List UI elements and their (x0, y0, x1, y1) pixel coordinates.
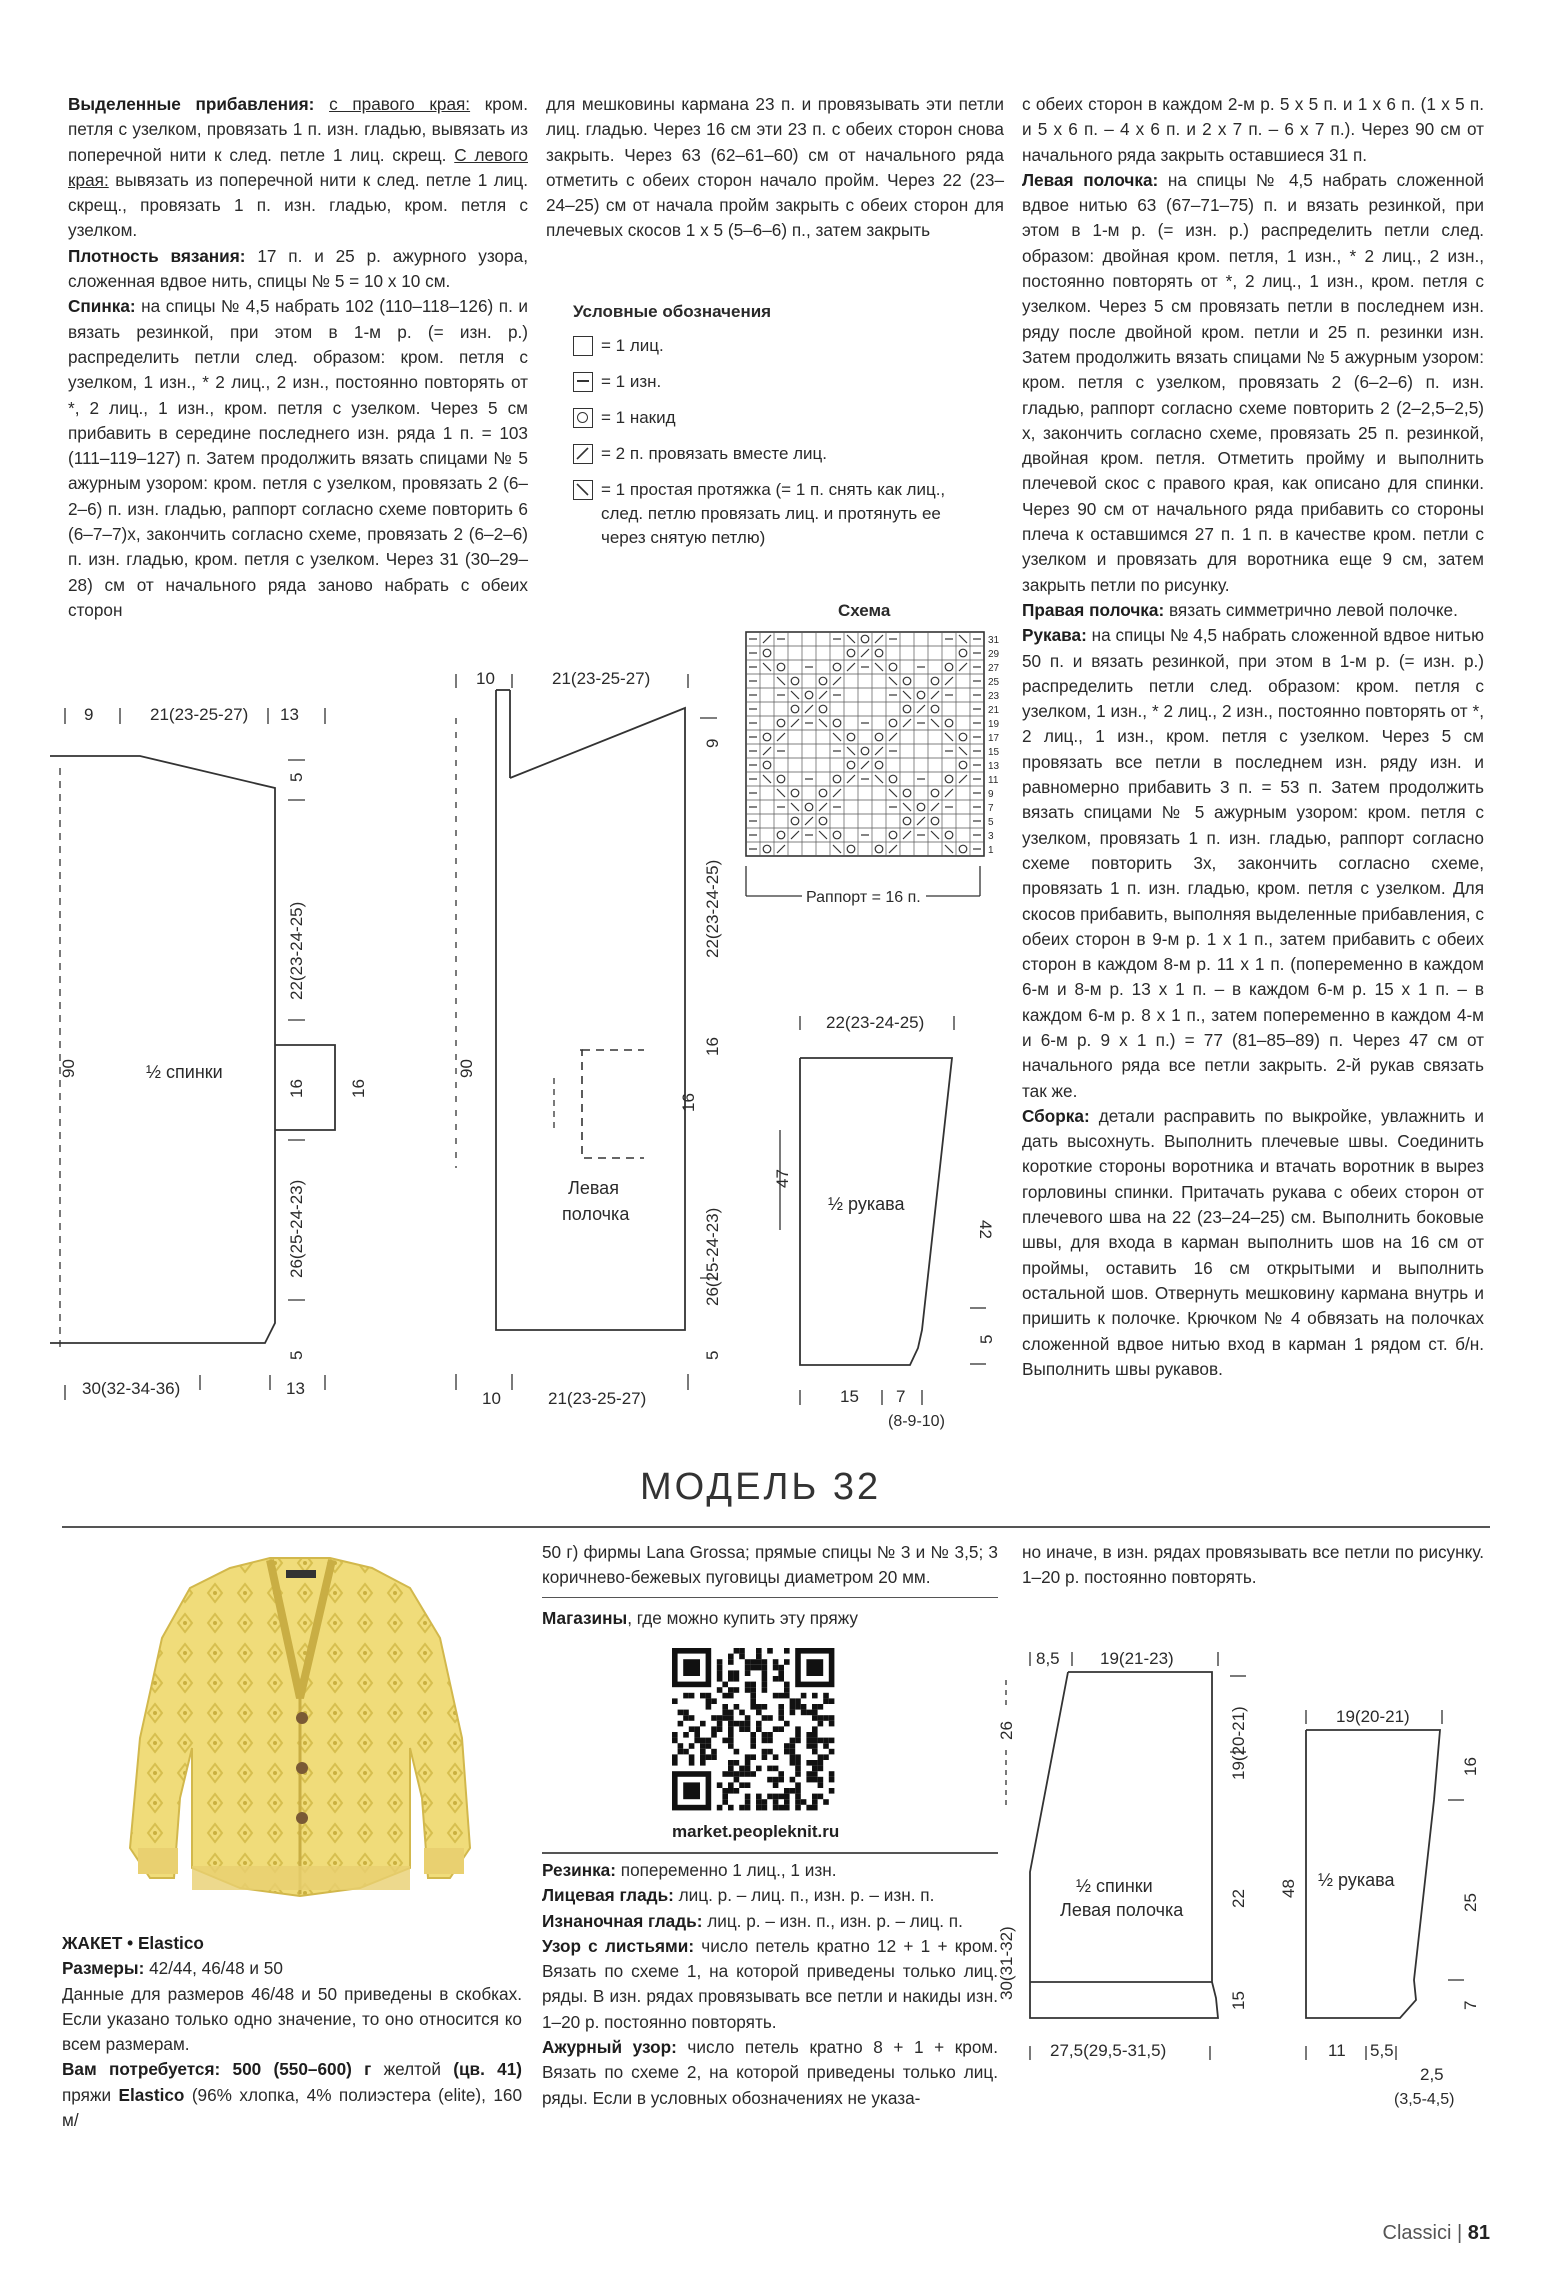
front-dim-pocket: 16 (679, 1093, 698, 1112)
model-title: МОДЕЛЬ 32 (640, 1466, 882, 1508)
chart-title: Схема (838, 601, 891, 620)
sleeve-dim-bottom-right: 7 (896, 1387, 906, 1406)
text-column-1 (68, 92, 528, 623)
legend-item: = 1 накид (573, 406, 993, 430)
chart-row-number: 3 (988, 831, 994, 842)
legend-item: = 2 п. провязать вместе лиц. (573, 442, 993, 466)
chart-row-number: 7 (988, 803, 994, 814)
paragraph-left-front: Левая полочка: на спицы № 4,5 набрать сложенной вдвое нитью 63 (67–71–75) п. и вязать резинкой, при этом в 1-м р. (= изн. р.) распределить петли след. образом: двойная кром. петля, 1 изн., * 2 лиц., 2 изн., постоянно повторять от *, 2 лиц., 1 изн., кром. петля с узелком. Через 5 см провязать петли в последнем изн. ряду после двойной кром. петли и 25 п. резинки изн. Затем продолжить вязать спицами № 5 ажурным узором: кром. петля с узелком, провязать 2 (6–2–6) п. изн. гладью, раппорт согласно схеме повторить 2 (2–2,5–2,5) x, закончить согласно схеме, провязать 25 п. резинкой, двойная кром. петля. Отметить пройму и выполнить плечевой скос с правого края, как описано для спинки. Через 90 см от начального ряда прибавить со стороны плеча к оставшимся 27 п. 1 п. в качестве кром. петли с узелком и провязать для воротника еще 9 см, затем закрыть петли по рисунку. (1022, 169, 1484, 595)
front-dim-right-bottom: 5 (703, 1350, 722, 1360)
button-3 (296, 1812, 308, 1824)
chart-row-number: 29 (988, 649, 1000, 660)
chart-row-number: 21 (988, 705, 1000, 716)
sleeve-dim-right-bottom: 5 (977, 1334, 996, 1344)
back-dim-pocket: 16 (349, 1079, 368, 1098)
skpo-symbol-icon (573, 480, 593, 500)
paragraph-right-front: Правая полочка: вязать симметрично левой полочке. (1022, 599, 1458, 620)
chart-row-number: 19 (988, 719, 1000, 730)
model-name: ЖАКЕТ • Elastico (62, 1933, 204, 1953)
paragraph-increases: Выделенные прибавления: с правого края: кром. петля с узелком, провязать 1 п. изн. гладью, вывязать из поперечной нити к след. петле 1 лиц. скрещ. С левого края: вывязать из поперечной нити к след. петле 1 лиц. скрещ., провязать 1 п. изн. гладью, кром. петля с узелком. (68, 94, 528, 241)
paragraph-sleeves: Рукава: на спицы № 4,5 набрать сложенной вдвое нитью 50 п. и вязать резинкой, при этом в 1-м р. (= изн. р.) распределить петли след. образом: кром. петля с узелком, 1 изн., * 2 лиц., 2 изн., постоянно повторять от *, 2 лиц., 1 изн., кром. петля с узелком. Через 5 см провязать все петли в последнем изн. ряду изн. и равномерно прибавить 3 п. = 53 п. Затем продолжить вязать спицами № 5 ажурным узором: кром. петля с узелком, провязать 1 п. изн. гладью, раппорт согласно схеме повторить 3x, закончить согласно схеме, провязать 1 п. изн. гладью, кром. петля с узелком. Для скосов прибавить, выполняя выделенные прибавления, с обеих сторон в 9-м р. 1 x 1 п., затем прибавить с обеих сторон в каждом 8-м р. 11 x 1 п. (попеременно в каждом 6-м и 8-м р. 13 x 1 п. – в каждом 6-м р. 15 x 1 п. – в каждом 6-м р. 8 x 1 п., затем попеременно в каждом 4-м и 6-м р. 9 x 1 п.) = 77 (81–85–89) п. Через 47 см от начального ряда все петли закрыть. 2-й рукав связать так же. (1022, 625, 1484, 1101)
m32-body-outline (1030, 1672, 1218, 2018)
chart-grid (746, 632, 984, 856)
jacket-photo (110, 1548, 490, 1920)
m32-sleeve-dim-bottom-right: 2,5 (1420, 2065, 1444, 2084)
model-32-column-1 (62, 1931, 522, 2133)
chart-row-number: 27 (988, 663, 1000, 674)
m32-body-dim-left-lower: 30(31-32) (997, 1926, 1016, 2000)
m32-sleeve-dim-right-bottom: 7 (1461, 2000, 1480, 2010)
chart-row-number: 9 (988, 789, 994, 800)
k2tog-symbol-icon (573, 444, 593, 464)
m32-sleeve-schematic (1270, 1680, 1500, 2150)
m32-body-dim-top-left: 8,5 (1036, 1649, 1060, 1668)
chart-row-number: 25 (988, 677, 1000, 688)
chart-row-number: 11 (988, 775, 999, 786)
front-dim-top-right: 21(23-25-27) (552, 669, 651, 688)
back-dim-top-mid: 21(23-25-27) (150, 705, 249, 724)
chart-row-number: 23 (988, 691, 1000, 702)
sleeve-dim-left: 47 (773, 1169, 792, 1188)
page-footer: Classici | 81 (1382, 2222, 1490, 2244)
front-dim-top-left: 10 (476, 669, 495, 688)
back-dim-right-lower: 26(25-24-23) (287, 1179, 306, 1278)
front-label-1: Левая (568, 1178, 619, 1198)
model-sizes: Размеры: 42/44, 46/48 и 50 (62, 1958, 283, 1979)
back-dim-bottom-left: 30(32-34-36) (82, 1379, 181, 1398)
model-32-column-3: но иначе, в изн. рядах провязывать все петли по рисунку. 1–20 р. постоянно повторять. (1022, 1542, 1484, 1588)
m32-body-dim-right-mid: 22 (1229, 1889, 1248, 1908)
m32-body-dim-top-right: 19(21-23) (1100, 1649, 1174, 1668)
chart-row-numbers (988, 635, 1000, 856)
front-dim-bottom-right: 21(23-25-27) (548, 1389, 647, 1408)
m32-body-label-front: Левая полочка (1060, 1900, 1184, 1920)
purl-symbol-icon (573, 372, 593, 392)
text-column-3: с обеих сторон в каждом 2-м р. 5 x 5 п. и 1 x 6 п. (1 x 5 п. и 5 x 6 п. – 4 x 6 п. и 2 x 7 п. – 6 x 7 п.). Через 90 см от начального ряда закрыть оставшиеся 31 п. Левая полочка: на спицы № 4,5 набрать сложенной вдвое нитью 63 (67–71–75) п. и вязать резинкой, при этом в 1-м р. (= изн. р.) распределить петли след. образом: двойная кром. петля, 1 изн., * 2 лиц., 2 изн., постоянно повторять от *, 2 лиц., 1 изн., кром. петля с узелком. Через 5 см провязать петли в последнем изн. ряду после двойной кром. петли и 25 п. резинки изн. Затем продолжить вязать спицами № 5 ажурным узором: кром. петля с узелком, провязать 2 (6–2–6) п. изн. гладью, раппорт согласно схеме повторить 2 (2–2,5–2,5) x, закончить согласно схеме, провязать 25 п. резинкой, двойная кром. петля. Отметить пройму и выполнить плечевой скос с правого края, как описано для спинки. Через 90 см от начального ряда прибавить со стороны плеча к оставшимся 27 п. 1 п. в качестве кром. петли с узелком и провязать для воротника еще 9 см, затем закрыть петли по рисунку. Правая полочка: вязать симметрично левой полочке. Рукава: на спицы № 4,5 набрать сложенной вдвое нитью 50 п. и вязать резинкой, при этом в 1-м р. (= изн. р.) распределить петли след. образом: кром. петля с узелком, 1 изн., * 2 лиц., 2 изн., постоянно повторять от *, 2 лиц., 1 изн., кром. петля с узелком. Через 5 см провязать все петли в последнем изн. ряду изн. и равномерно прибавить 3 п. = 53 п. Затем продолжить вязать спицами № 5 ажурным узором: кром. петля с узелком, провязать 1 п. изн. гладью, раппорт согласно схеме повторить 3x, закончить согласно схеме, провязать 1 п. изн. гладью, кром. петля с узелком. Для скосов прибавить, выполняя выделенные прибавления, с обеих сторон в 9-м р. 1 x 1 п., затем прибавить с обеих сторон в каждом 8-м р. 11 x 1 п. (попеременно в каждом 6-м и 8-м р. 13 x 1 п. – в каждом 6-м р. 15 x 1 п. – в каждом 6-м р. 8 x 1 п., затем попеременно в каждом 4-м и 6-м р. 9 x 1 п.) = 77 (81–85–89) п. Через 47 см от начального ряда все петли закрыть. 2-й рукав связать так же. Сборка: детали расправить по выкройке, увлажнить и дать высохнуть. Выполнить плечевые швы. Соединить короткие стороны воротника и втачать воротник в вырез горловины спинки. Притачать рукава с обеих сторон от плечевого шва на 22 (23–24–25) см. Выполнить боковые швы, для входа в карман выполнить шов на 16 см от проймы, оставить 16 см открытыми и выполнить остальной шов. Отвернуть мешковину кармана внутрь и пришить к полочке. Крючком № 4 обвязать на полочках сложенной вдвое нитью вход в карман 1 рядом ст. б/н. Выполнить швы рукавов. (1022, 92, 1484, 1382)
back-dim-top-right: 13 (280, 705, 299, 724)
chart-row-number: 31 (988, 635, 1000, 646)
back-dim-right-bottom: 5 (287, 1350, 306, 1360)
front-outline (496, 690, 685, 1330)
legend-item: = 1 лиц. (573, 334, 993, 358)
back-label: ½ спинки (146, 1062, 223, 1082)
front-dim-right-mid: 16 (703, 1037, 722, 1056)
sleeve-label: ½ рукава (828, 1194, 905, 1214)
paragraph-back: Спинка: на спицы № 4,5 набрать 102 (110–118–126) п. и вязать резинкой, при этом в 1-м р. (= изн. р.) распределить петли след. образом: кром. петля с узелком, 1 изн., * 2 лиц., 2 изн., постоянно повторять от *, 2 лиц., 1 изн., кром. петля с узелком. Через 5 см прибавить в середине последнего изн. ряда 1 п. = 103 (111–119–127) п. Затем продолжить вязать спицами № 5 ажурным узором: кром. петля с узелком, провязать 2 (6–2–6) п. изн. гладью, раппорт согласно схеме повторить 6 (6–7–7)x, закончить согласно схеме, провязать 2 (6–2–6) п. изн. гладью, кром. петля с узелком. Через 31 (30–29–28) см от начального ряда заново набрать с обеих сторон (68, 296, 528, 620)
front-label-2: полочка (562, 1204, 630, 1224)
m32-sleeve-dim-bottom-sub: (3,5-4,5) (1394, 2091, 1455, 2108)
sleeve-dim-top: 22(23-24-25) (826, 1013, 925, 1032)
m32-body-dim-left-upper: 26 (997, 1721, 1016, 1740)
paragraph-assembly: Сборка: детали расправить по выкройке, увлажнить и дать высохнуть. Выполнить плечевые швы. Соединить короткие стороны воротника и втачать воротник в вырез горловины спинки. Притачать рукава с обеих сторон от плечевого шва на 22 (23–24–25) см. Выполнить боковые швы, для входа в карман выполнить шов на 16 см от проймы, оставить 16 см открытыми и выполнить остальной шов. Отвернуть мешковину кармана внутрь и пришить к полочке. Крючком № 4 обвязать на полочках сложенной вдвое нитью вход в карман 1 рядом ст. б/н. Выполнить швы рукавов. (1022, 1105, 1484, 1379)
m32-body-schematic (990, 1640, 1270, 2120)
text-column-2: для мешковины кармана 23 п. и провязывать эти петли лиц. гладью. Через 16 см эти 23 п. с обеих сторон снова закрыть. Через 63 (62–61–60) см от начального ряда отметить с обеих сторон начало пройм. Через 22 (23–24–25) см от начала пройм закрыть с обеих сторон для плечевых скосов 1 x 5 (5–6–6) п., затем закрыть (546, 94, 1004, 241)
symbols-legend (573, 300, 993, 562)
model-note: Данные для размеров 46/48 и 50 приведены в скобках. Если указано только одно значение, то оно относится ко всем размерам. (62, 1983, 522, 2055)
m32-body-dim-right-lower: 15 (1229, 1991, 1248, 2010)
back-dim-top-left: 9 (84, 705, 94, 724)
legend-item: = 1 изн. (573, 370, 993, 394)
paragraph-gauge: Плотность вязания: 17 п. и 25 р. ажурного узора, сложенная вдвое нить, спицы № 5 = 10 x 10 см. (68, 245, 529, 292)
yarn-over-symbol-icon (573, 408, 593, 428)
model-materials: Вам потребуется: 500 (550–600) г желтой (цв. 41) пряжи Elastico (96% хлопка, 4% полиэстера (elite), 160 м/ (62, 2059, 523, 2131)
chart-row-number: 17 (988, 733, 1000, 744)
chart-row-number: 5 (988, 817, 994, 828)
m32-sleeve-dim-right-mid: 25 (1461, 1893, 1480, 1912)
front-dim-right-top: 9 (703, 738, 722, 748)
knit-symbol-icon (573, 336, 593, 356)
chart-row-number: 15 (988, 747, 1000, 758)
back-dim-height-label: 90 (59, 1059, 78, 1078)
sleeve-dim-bottom-sub: (8-9-10) (888, 1413, 945, 1430)
knitting-chart (730, 596, 1030, 916)
front-dim-right-armhole: 22(23-24-25) (703, 859, 722, 958)
m32-sleeve-dim-top: 19(20-21) (1336, 1707, 1410, 1726)
front-schematic (420, 658, 730, 1420)
front-dim-height: 90 (457, 1059, 476, 1078)
qr-code-icon[interactable] (672, 1648, 844, 1816)
legend-item: = 1 простая протяжка (= 1 п. снять как лиц., след. петлю провязать лиц. и протянуть ее через снятую петлю) (573, 478, 993, 550)
back-dim-right-armhole: 22(23-24-25) (287, 901, 306, 1000)
m32-body-label-back: ½ спинки (1076, 1876, 1153, 1896)
back-dim-right-mid: 16 (287, 1079, 306, 1098)
m32-sleeve-dim-bottom-left: 11 (1328, 2041, 1346, 2060)
legend-title: Условные обозначения (573, 302, 772, 321)
sleeve-schematic (760, 1010, 1020, 1440)
m32-body-dim-bottom: 27,5(29,5-31,5) (1050, 2041, 1167, 2060)
m32-sleeve-dim-left: 48 (1279, 1879, 1298, 1898)
front-dim-right-lower: 26(25-24-23) (703, 1207, 722, 1306)
back-dim-right-upper: 5 (287, 772, 306, 782)
button-2 (296, 1762, 308, 1774)
chart-row-number: 1 (988, 845, 994, 856)
model-32-column-2: 50 г) фирмы Lana Grossa; прямые спицы № 3 и № 3,5; 3 коричнево-бежевых пуговицы диаметром 20 мм. Магазины, где можно купить эту пряжу (542, 1540, 998, 1631)
chart-row-number: 13 (988, 761, 1000, 772)
sleeve-dim-bottom-left: 15 (840, 1387, 859, 1406)
back-schematic (40, 700, 400, 1420)
m32-sleeve-dim-bottom-mid: 5,5 (1370, 2041, 1394, 2060)
m32-sleeve-label: ½ рукава (1318, 1870, 1395, 1890)
pocket-bag-outline (580, 1050, 644, 1158)
shops-heading: Магазины, где можно купить эту пряжу (542, 1608, 859, 1629)
front-dim-bottom-left: 10 (482, 1389, 501, 1408)
shop-divider (542, 1852, 998, 1854)
shop-url-link[interactable]: market.peopleknit.ru (672, 1822, 840, 1841)
model-32-stitches: Резинка: попеременно 1 лиц., 1 изн. Лицевая гладь: лиц. р. – лиц. п., изн. р. – изн. п. Изнаночная гладь: лиц. р. – изн. п., изн. р. – лиц. п. Узор с листьями: число петель кратно 12 + 1 + кром. Вязать по схеме 1, на которой приведены только лиц. ряды. В изн. рядах провязывать все петли и накиды изн. 1–20 р. постоянно повторять. Ажурный узор: число петель кратно 8 + 1 + кром. Вязать по схеме 2, на которой приведены только лиц. ряды. Если в условных обозначениях не указа- (542, 1860, 998, 2108)
sleeve-dim-right: 42 (976, 1220, 995, 1239)
back-outline (50, 756, 275, 1343)
section-divider (62, 1526, 1490, 1528)
repeat-label: Раппорт = 16 п. (806, 889, 921, 906)
m32-sleeve-dim-right-top: 16 (1461, 1757, 1480, 1776)
m32-body-dim-right-upper: 19(20-21) (1229, 1706, 1248, 1780)
back-dim-bottom-right: 13 (286, 1379, 305, 1398)
button-1 (296, 1712, 308, 1724)
